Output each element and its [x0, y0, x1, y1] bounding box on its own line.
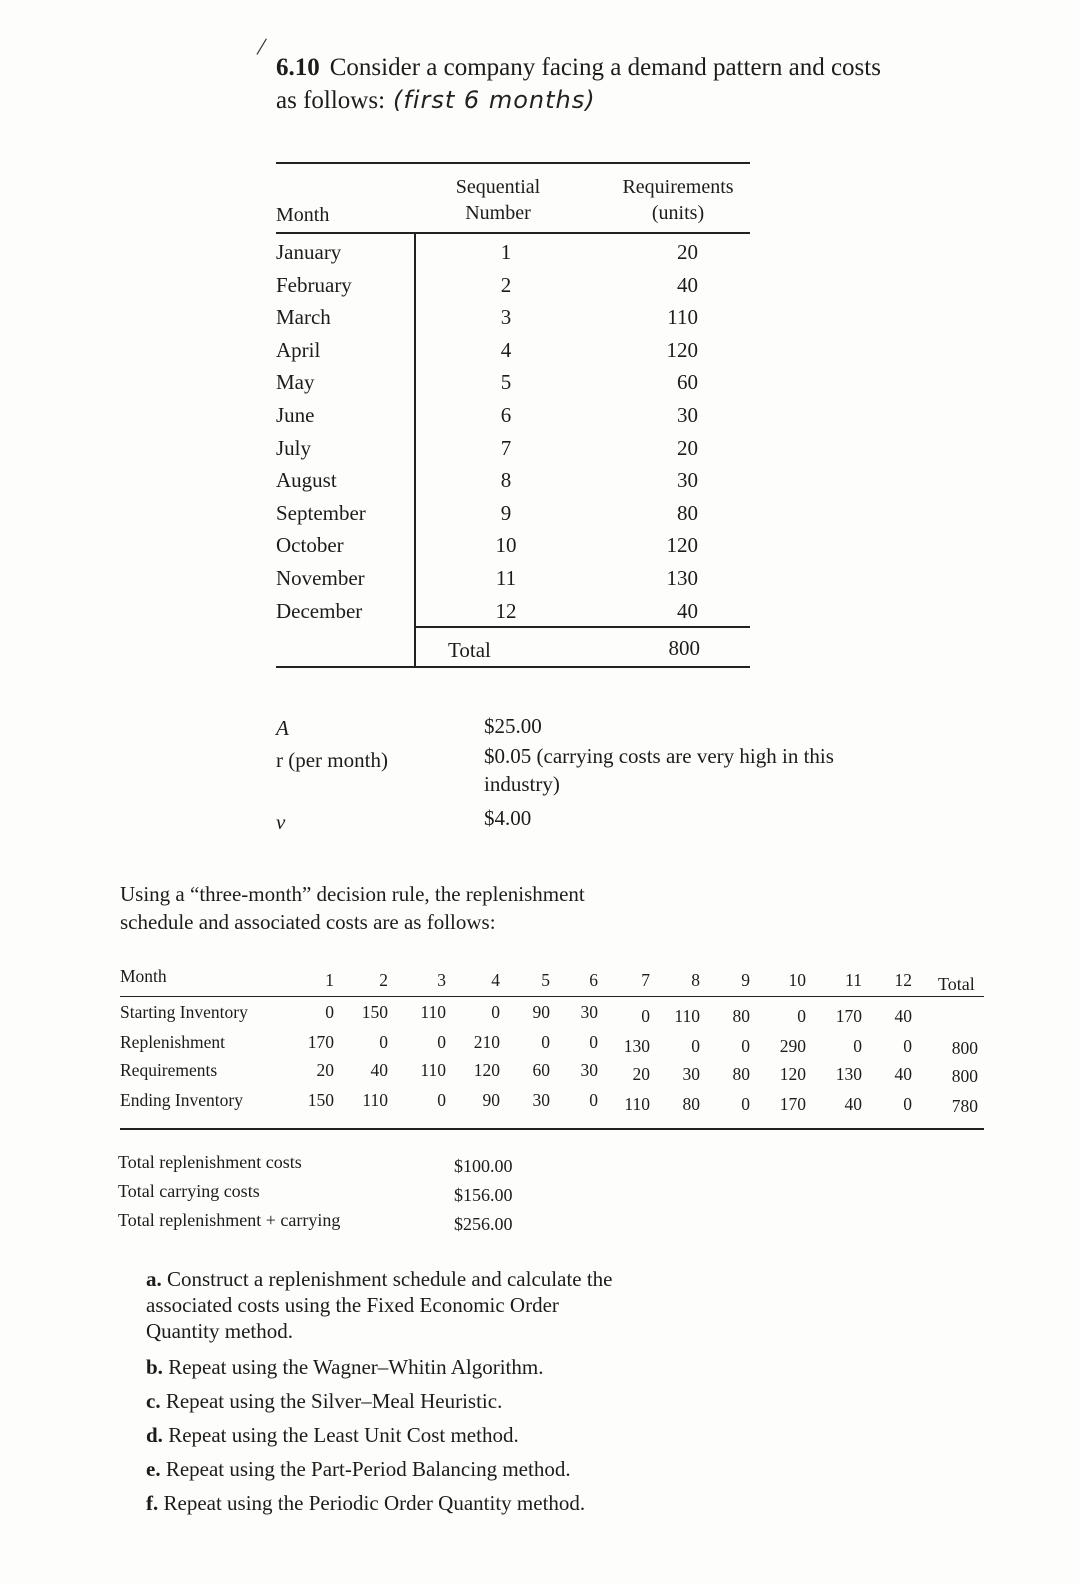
table-row	[276, 468, 750, 500]
schedule-bottom-rule	[120, 1128, 984, 1130]
question-letter: f.	[146, 1491, 159, 1515]
schedule-cell: 0	[903, 1094, 912, 1114]
table-row	[276, 338, 750, 370]
schedule-cell: 0	[853, 1036, 862, 1056]
month-number: 8	[691, 970, 700, 990]
schedule-total-cell: 800	[951, 1066, 978, 1086]
schedule-table	[120, 962, 984, 1134]
schedule-cell: 0	[379, 1032, 388, 1052]
handwritten-note: (first 6 months)	[393, 86, 596, 114]
requirements-cell: 60	[677, 370, 698, 395]
schedule-cell: 40	[894, 1064, 912, 1084]
schedule-cell: 0	[741, 1036, 750, 1056]
question-letter: e.	[146, 1457, 161, 1481]
sequential-number-cell: 5	[500, 370, 512, 395]
table-row	[276, 305, 750, 337]
table-row	[276, 273, 750, 305]
month-cell: June	[276, 403, 315, 427]
table-row	[276, 533, 750, 565]
requirements-cell: 20	[677, 240, 698, 264]
question-text: Construct a replenishment schedule and calculate the associated costs using the Fixed Economic Order Quantity method.	[146, 1267, 613, 1343]
month-number: 2	[379, 970, 388, 990]
cost-label: Total replenishment + carrying	[118, 1210, 341, 1230]
question-item	[146, 1490, 636, 1516]
question-item	[146, 1388, 636, 1414]
problem-statement	[276, 52, 896, 117]
param-A-label: A	[276, 716, 289, 740]
demand-table	[276, 162, 750, 672]
schedule-cell: 30	[580, 1002, 598, 1022]
total-rule	[414, 626, 750, 628]
schedule-cell: 80	[732, 1064, 750, 1084]
total-value: 800	[668, 636, 700, 660]
schedule-cell: 110	[362, 1090, 388, 1110]
month-cell: November	[276, 566, 365, 590]
schedule-cell: 170	[307, 1032, 334, 1052]
schedule-cell: 0	[491, 1002, 500, 1022]
month-number: 10	[788, 970, 806, 990]
question-item	[146, 1456, 636, 1482]
requirements-cell: 80	[677, 500, 698, 525]
sequential-number-cell: 6	[500, 403, 512, 427]
schedule-cell: 110	[420, 1060, 446, 1080]
sequential-number-cell: 2	[500, 272, 512, 297]
sequential-number-cell: 12	[495, 598, 517, 623]
schedule-row-label: Replenishment	[120, 1032, 225, 1052]
param-r-value: $0.05 (carrying costs are very high in this industry)	[484, 744, 834, 796]
table-row	[276, 403, 750, 435]
table-bottom-rule	[276, 666, 750, 668]
requirements-cell: 130	[666, 566, 698, 590]
header-seq-line1: Sequential	[455, 176, 541, 198]
schedule-cell: 0	[437, 1090, 446, 1110]
cost-value: $156.00	[454, 1185, 513, 1205]
schedule-month-label: Month	[120, 966, 167, 986]
schedule-cell: 110	[674, 1006, 700, 1026]
cost-summary	[118, 1152, 538, 1242]
schedule-cell: 90	[482, 1090, 500, 1110]
schedule-cell: 30	[580, 1060, 598, 1080]
question-letter: c.	[146, 1389, 161, 1413]
header-requirements	[606, 174, 750, 226]
question-text: Repeat using the Part-Period Balancing method.	[165, 1457, 571, 1481]
month-number: 4	[491, 970, 500, 990]
questions	[146, 1266, 646, 1556]
header-req-line2: (units)	[651, 202, 705, 224]
sequential-number-cell: 4	[500, 337, 512, 362]
schedule-row-label: Ending Inventory	[120, 1090, 243, 1110]
month-cell: December	[276, 598, 363, 623]
month-number: 9	[741, 970, 750, 990]
question-letter: d.	[146, 1423, 163, 1447]
cost-label: Total replenishment costs	[118, 1152, 302, 1172]
schedule-cell: 30	[532, 1090, 550, 1110]
schedule-cell: 80	[732, 1006, 750, 1026]
requirements-cell: 30	[677, 468, 698, 493]
header-seq-line2: Number	[465, 202, 531, 224]
month-cell: May	[276, 370, 315, 395]
sequential-number-cell: 11	[495, 566, 517, 590]
schedule-total-label: Total	[938, 974, 975, 994]
month-cell: February	[276, 272, 352, 297]
param-A-value: $25.00	[484, 714, 542, 738]
schedule-cell: 150	[307, 1090, 334, 1110]
requirements-cell: 120	[666, 337, 698, 362]
schedule-cell: 120	[473, 1060, 500, 1080]
schedule-cell: 90	[532, 1002, 550, 1022]
schedule-cell: 80	[682, 1094, 700, 1114]
schedule-cell: 20	[316, 1060, 334, 1080]
schedule-cell: 0	[691, 1036, 700, 1056]
schedule-cell: 0	[589, 1032, 598, 1052]
header-month: Month	[276, 204, 330, 226]
month-number: 11	[845, 970, 862, 990]
sequential-number-cell: 8	[500, 468, 512, 493]
schedule-cell: 0	[641, 1006, 650, 1026]
month-cell: August	[276, 468, 337, 493]
month-cell: April	[276, 337, 321, 362]
schedule-cell: 290	[779, 1036, 806, 1056]
parameters	[276, 712, 876, 842]
month-number: 3	[437, 970, 446, 990]
schedule-cell: 0	[903, 1036, 912, 1056]
schedule-cell: 110	[420, 1002, 446, 1022]
problem-text: Consider a company facing a demand pattern and costs as follows:	[276, 54, 881, 114]
sequential-number-cell: 3	[500, 305, 512, 330]
param-v-label: v	[276, 810, 286, 834]
table-row	[276, 566, 750, 598]
cost-value: $256.00	[454, 1214, 513, 1234]
requirements-cell: 40	[677, 272, 698, 297]
schedule-cell: 130	[835, 1064, 862, 1084]
month-number: 6	[589, 970, 598, 990]
requirements-cell: 110	[667, 305, 698, 330]
schedule-row-label: Starting Inventory	[120, 1002, 248, 1022]
requirements-cell: 20	[677, 435, 698, 460]
param-v-value: $4.00	[484, 806, 532, 830]
requirements-cell: 40	[677, 598, 698, 623]
question-item	[146, 1422, 636, 1448]
month-number: 1	[325, 970, 334, 990]
problem-number: 6.10	[276, 54, 320, 81]
header-rule	[276, 232, 750, 234]
requirements-cell: 120	[666, 533, 698, 558]
schedule-cell: 30	[682, 1064, 700, 1084]
schedule-cell: 0	[325, 1002, 334, 1022]
question-text: Repeat using the Periodic Order Quantity method.	[163, 1491, 586, 1515]
schedule-cell: 0	[437, 1032, 446, 1052]
month-number: 12	[894, 970, 912, 990]
table-top-rule	[276, 162, 750, 164]
pen-mark: /	[255, 31, 269, 62]
schedule-cell: 110	[624, 1094, 650, 1114]
month-cell: September	[276, 500, 366, 525]
sequential-number-cell: 1	[500, 240, 512, 264]
sequential-number-cell: 9	[500, 500, 512, 525]
schedule-cell: 0	[797, 1006, 806, 1026]
schedule-cell: 40	[844, 1094, 862, 1114]
schedule-cell: 170	[835, 1006, 862, 1026]
table-row	[276, 240, 750, 272]
schedule-cell: 40	[894, 1006, 912, 1026]
question-text: Repeat using the Wagner–Whitin Algorithm.	[168, 1355, 544, 1379]
schedule-total-cell: 780	[951, 1096, 978, 1116]
month-number: 7	[641, 970, 650, 990]
total-label: Total	[448, 638, 491, 662]
schedule-cell: 0	[541, 1032, 550, 1052]
schedule-cell: 20	[632, 1064, 650, 1084]
schedule-header-rule	[120, 996, 984, 997]
month-cell: July	[276, 435, 312, 460]
month-number: 5	[541, 970, 550, 990]
schedule-cell: 150	[361, 1002, 388, 1022]
schedule-cell: 0	[589, 1090, 598, 1110]
schedule-row-label: Requirements	[120, 1060, 218, 1080]
schedule-cell: 0	[741, 1094, 750, 1114]
question-item	[146, 1354, 636, 1380]
header-req-line1: Requirements	[622, 176, 734, 198]
decision-rule-text: Using a “three-month” decision rule, the replenishment schedule and associated costs are as follows:	[120, 882, 585, 934]
schedule-total-cell: 800	[951, 1038, 978, 1058]
question-text: Repeat using the Least Unit Cost method.	[168, 1423, 519, 1447]
month-cell: October	[276, 533, 344, 558]
schedule-cell: 60	[532, 1060, 550, 1080]
question-letter: b.	[146, 1355, 163, 1379]
table-row	[276, 436, 750, 468]
schedule-cell: 120	[779, 1064, 806, 1084]
schedule-cell: 40	[370, 1060, 388, 1080]
month-cell: January	[276, 240, 342, 264]
schedule-cell: 170	[779, 1094, 806, 1114]
sequential-number-cell: 10	[495, 533, 517, 558]
table-row	[276, 370, 750, 402]
cost-label: Total carrying costs	[118, 1181, 260, 1201]
cost-value: $100.00	[454, 1156, 513, 1176]
schedule-cell: 130	[623, 1036, 650, 1056]
requirements-cell: 30	[677, 403, 698, 427]
schedule-cell: 210	[473, 1032, 500, 1052]
question-letter: a.	[146, 1267, 162, 1291]
table-row	[276, 501, 750, 533]
sequential-number-cell: 7	[500, 435, 512, 460]
param-r-label: r (per month)	[276, 748, 388, 772]
question-text: Repeat using the Silver–Meal Heuristic.	[165, 1389, 503, 1413]
header-sequential-number	[426, 174, 570, 226]
question-item	[146, 1266, 636, 1344]
month-cell: March	[276, 305, 331, 330]
